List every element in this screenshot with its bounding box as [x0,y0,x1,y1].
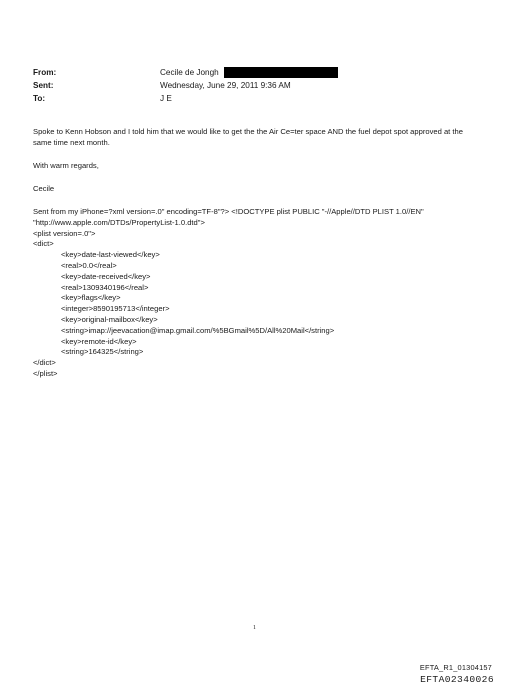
plist-open-tag: <plist version=.0"> [33,228,96,238]
from-label: From: [33,68,57,77]
plist-line: <key>date-last-viewed</key> [61,250,160,260]
dict-close-tag: </dict> [33,358,56,368]
sent-from-line: Sent from my iPhone=?xml version=.0" encoding=TF-8"?> <!DOCTYPE plist PUBLIC "-//Apple//DTD PLIST 1.0//EN" [33,207,424,216]
message-paragraph: Spoke to Kenn Hobson and I told him that we would like to get the the Air Ce=ter space AND the fuel depot spot approved at the same time next month. [33,127,463,147]
dict-open-tag: <dict> [33,239,54,249]
plist-block [33,206,473,379]
closing-line: With warm regards, [33,161,99,170]
plist-line: <key>remote-id</key> [61,336,137,346]
sent-value: Wednesday, June 29, 2011 9:36 AM [160,81,291,90]
from-row [33,66,453,79]
plist-line: <key>date-received</key> [61,271,151,281]
from-value: Cecile de Jongh [160,68,219,77]
sent-row [33,79,453,92]
plist-entries [33,249,473,357]
to-row [33,92,453,105]
plist-line: <integer>8590195713</integer> [61,304,170,314]
plist-line: <string>164325</string> [61,347,144,357]
email-header [33,66,453,105]
plist-line: <key>original-mailbox</key> [61,314,158,324]
page-number: 1 [253,625,256,631]
bates-number-secondary: EFTA02340026 [420,674,494,685]
dtd-url-line: "http://www.apple.com/DTDs/PropertyList-1.0.dtd"> [33,217,205,227]
redaction-box [224,67,338,78]
plist-line: <key>flags</key> [61,293,121,303]
sent-label: Sent: [33,81,54,90]
to-label: To: [33,94,46,103]
plist-line: <real>1309340196</real> [61,282,149,292]
email-body [33,126,473,379]
signature: Cecile [33,184,55,193]
plist-line: <real>0.0</real> [61,260,117,270]
bates-number-primary: EFTA_R1_01304157 [419,663,492,672]
plist-close-tag: </plist> [33,368,58,378]
to-value: J E [160,94,172,103]
plist-line: <string>imap://jeevacation@imap.gmail.com/%5BGmail%5D/All%20Mail</string> [61,325,335,335]
